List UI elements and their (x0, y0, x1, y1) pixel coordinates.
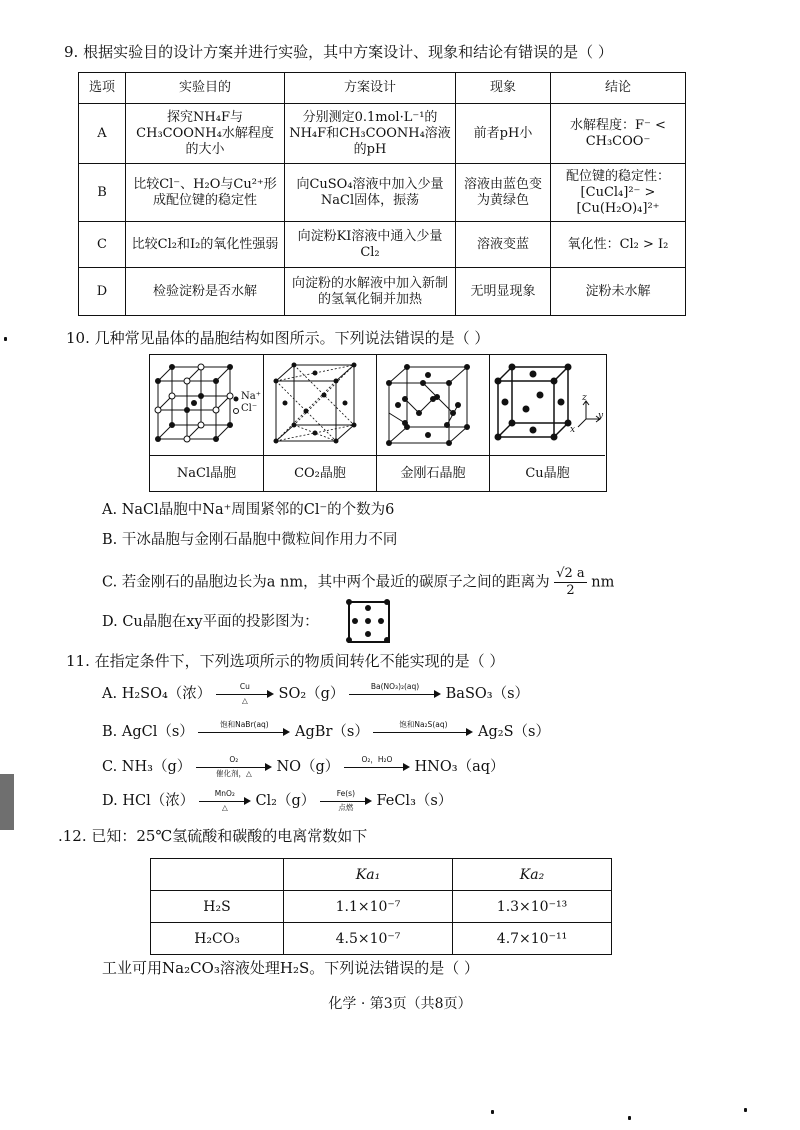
q12-h2co3-ka2: 4.7×10⁻¹¹ (453, 923, 612, 955)
q9-header-purpose: 实验目的 (126, 73, 285, 104)
species: NO（g） (276, 759, 340, 775)
figure-caption-row (150, 455, 605, 492)
arrow-condition-bottom: △ (221, 803, 228, 812)
option-label: D. (102, 793, 118, 809)
projection-dot (352, 618, 358, 624)
q9-row-d-option: D (79, 268, 126, 316)
q12-after-text: 工业可用Na₂CO₃溶液处理H₂S。下列说法错误的是（ ） (102, 959, 480, 977)
table-row (79, 268, 686, 316)
arrow-condition-top: Ba(NO₃)₂(aq) (370, 682, 420, 691)
q10-stem: 10. 几种常见晶体的晶胞结构如图所示。下列说法错误的是（ ） (66, 329, 490, 347)
species: BaSO₃（s） (445, 686, 530, 702)
diamond-cell-diagram (377, 355, 490, 455)
arrow-condition-top: 饱和Na₂S(aq) (399, 720, 448, 729)
arrow-condition-bottom: △ (242, 696, 248, 705)
arrow-condition-top: Fe(s) (336, 789, 356, 798)
scan-margin-mark (0, 774, 14, 830)
q9-table (78, 72, 686, 316)
q9-row-d-design: 向淀粉的水解液中加入新制的氢氧化铜并加热 (285, 268, 456, 316)
option-label: A. (102, 686, 118, 702)
q9-row-a-design: 分别测定0.1mol·L⁻¹的NH₄F和CH₃COONH₄溶液的pH (285, 104, 456, 164)
cu-projection-diagram (348, 601, 390, 643)
option-label: C. (102, 759, 118, 775)
q9-row-c-phenomenon: 溶液变蓝 (456, 222, 551, 268)
fraction-denominator: 2 (566, 583, 575, 598)
reaction-arrow (344, 757, 410, 777)
table-row (79, 104, 686, 164)
q9-row-a-phenomenon: 前者pH小 (456, 104, 551, 164)
q9-row-c-purpose: 比较Cl₂和I₂的氧化性强弱 (126, 222, 285, 268)
arrow-condition-top: O₂ (229, 755, 239, 764)
arrow-condition-top: 饱和NaBr(aq) (220, 720, 269, 729)
q9-row-d-purpose: 检验淀粉是否水解 (126, 268, 285, 316)
q9-row-a-conclusion: 水解程度：F⁻ < CH₃COO⁻ (551, 104, 686, 164)
table-row (151, 891, 612, 923)
q9-row-b-design: 向CuSO₄溶液中加入少量NaCl固体，振荡 (285, 164, 456, 222)
q11-option-a (102, 684, 529, 704)
cu-cell-diagram (490, 355, 605, 455)
q9-row-c-conclusion: 氧化性：Cl₂ > I₂ (551, 222, 686, 268)
species: HCl（浓） (122, 793, 195, 809)
reaction-arrow (320, 791, 372, 811)
fraction-numerator: √2 a (556, 566, 585, 581)
projection-dot (365, 605, 371, 611)
table-row (79, 222, 686, 268)
q12-header-blank (151, 859, 284, 891)
q10-option-b: B. 干冰晶胞与金刚石晶胞中微粒间作用力不同 (102, 532, 398, 548)
q9-row-b-phenomenon: 溶液由蓝色变为黄绿色 (456, 164, 551, 222)
axis-x-label: x (570, 425, 576, 435)
arrow-condition-bottom: 点燃 (338, 803, 354, 812)
reaction-arrow (199, 791, 251, 811)
species: FeCl₃（s） (376, 793, 453, 809)
q12-stem: .12. 已知：25℃氢硫酸和碳酸的电离常数如下 (58, 827, 368, 845)
arrow-condition-bottom: 催化剂，△ (215, 769, 252, 778)
projection-dot (378, 618, 384, 624)
q12-h2co3-name: H₂CO₃ (151, 923, 284, 955)
q12-h2s-ka2: 1.3×10⁻¹³ (453, 891, 612, 923)
co2-cell-diagram (264, 355, 377, 455)
cu-lattice-icon (490, 355, 605, 455)
q9-header-conclusion: 结论 (551, 73, 686, 104)
projection-dot (346, 599, 352, 605)
caption-nacl: NaCl晶胞 (150, 456, 264, 492)
co2-lattice-icon (264, 355, 376, 455)
arrow-condition-top: Cu (239, 682, 250, 691)
scan-speck (744, 1108, 747, 1112)
q9-header-option: 选项 (79, 73, 126, 104)
q9-row-b-purpose: 比较Cl⁻、H₂O与Cu²⁺形成配位键的稳定性 (126, 164, 285, 222)
axis-y-label: y (598, 411, 604, 421)
species: Ag₂S（s） (478, 724, 550, 740)
arrow-condition-top: MnO₂ (214, 789, 235, 798)
q11-stem: 11. 在指定条件下，下列选项所示的物质间转化不能实现的是（ ） (66, 652, 505, 670)
species: AgBr（s） (295, 724, 369, 740)
q9-row-d-phenomenon: 无明显现象 (456, 268, 551, 316)
q12-header-ka1: Ka₁ (284, 859, 453, 891)
q9-header-design: 方案设计 (285, 73, 456, 104)
scan-speck (491, 1110, 494, 1114)
arrow-condition-top: O₂，H₂O (361, 755, 393, 764)
caption-co2: CO₂晶胞 (264, 456, 377, 492)
q9-header-row (79, 73, 686, 104)
projection-dot (365, 631, 371, 637)
scan-speck (4, 337, 7, 341)
reaction-arrow (198, 722, 290, 742)
caption-diamond: 金刚石晶胞 (377, 456, 490, 492)
species: H₂SO₄（浓） (121, 686, 212, 702)
legend-na: Na⁺ (241, 391, 261, 402)
reaction-arrow (373, 722, 473, 742)
projection-dot (346, 637, 352, 643)
projection-dot (384, 637, 390, 643)
legend-cl: Cl⁻ (241, 403, 258, 414)
q11-option-d (102, 791, 452, 811)
option-label: B. (102, 724, 118, 740)
q9-row-c-option: C (79, 222, 126, 268)
reaction-arrow (349, 684, 441, 704)
q9-stem: 9. 根据实验目的设计方案并进行实验，其中方案设计、现象和结论有错误的是（ ） (64, 43, 613, 61)
species: NH₃（g） (121, 759, 192, 775)
q12-h2co3-ka1: 4.5×10⁻⁷ (284, 923, 453, 955)
table-row (151, 923, 612, 955)
page-footer: 化学 · 第3页（共8页） (328, 996, 472, 1012)
q11-option-b (102, 722, 550, 742)
crystal-cells-figure (149, 354, 607, 492)
q12-table (150, 858, 612, 955)
q11-option-c (102, 757, 505, 777)
species: SO₂（g） (278, 686, 345, 702)
q9-row-a-option: A (79, 104, 126, 164)
q10-option-a: A. NaCl晶胞中Na⁺周围紧邻的Cl⁻的个数为6 (102, 502, 395, 518)
caption-cu: Cu晶胞 (525, 466, 570, 481)
diamond-lattice-icon (377, 355, 489, 455)
scan-speck (628, 1116, 631, 1120)
q9-row-c-design: 向淀粉KI溶液中通入少量Cl₂ (285, 222, 456, 268)
projection-dot (384, 599, 390, 605)
q9-header-phenomenon: 现象 (456, 73, 551, 104)
q9-row-a-purpose: 探究NH₄F与CH₃COONH₄水解程度的大小 (126, 104, 285, 164)
nacl-cell-diagram (150, 355, 264, 455)
reaction-arrow (216, 684, 274, 704)
projection-dot (365, 618, 371, 624)
axis-z-label: z (582, 393, 587, 403)
q12-header-ka2: Ka₂ (453, 859, 612, 891)
species: Cl₂（g） (255, 793, 316, 809)
q12-h2s-name: H₂S (151, 891, 284, 923)
q10-option-d: D. Cu晶胞在xy平面的投影图为： (102, 614, 319, 630)
q12-header-row (151, 859, 612, 891)
q10-option-c-unit: nm (591, 574, 615, 591)
reaction-arrow (196, 757, 272, 777)
q10-option-c-text: C. 若金刚石的晶胞边长为a nm，其中两个最近的碳原子之间的距离为 (102, 574, 550, 591)
q10-option-c-fraction (554, 566, 586, 599)
q10-option-c (102, 566, 614, 599)
q12-h2s-ka1: 1.1×10⁻⁷ (284, 891, 453, 923)
q9-row-b-option: B (79, 164, 126, 222)
species: HNO₃（aq） (414, 759, 505, 775)
q9-row-b-conclusion: 配位键的稳定性：[CuCl₄]²⁻ > [Cu(H₂O)₄]²⁺ (551, 164, 686, 222)
q9-row-d-conclusion: 淀粉未水解 (551, 268, 686, 316)
table-row (79, 164, 686, 222)
species: AgCl（s） (121, 724, 194, 740)
